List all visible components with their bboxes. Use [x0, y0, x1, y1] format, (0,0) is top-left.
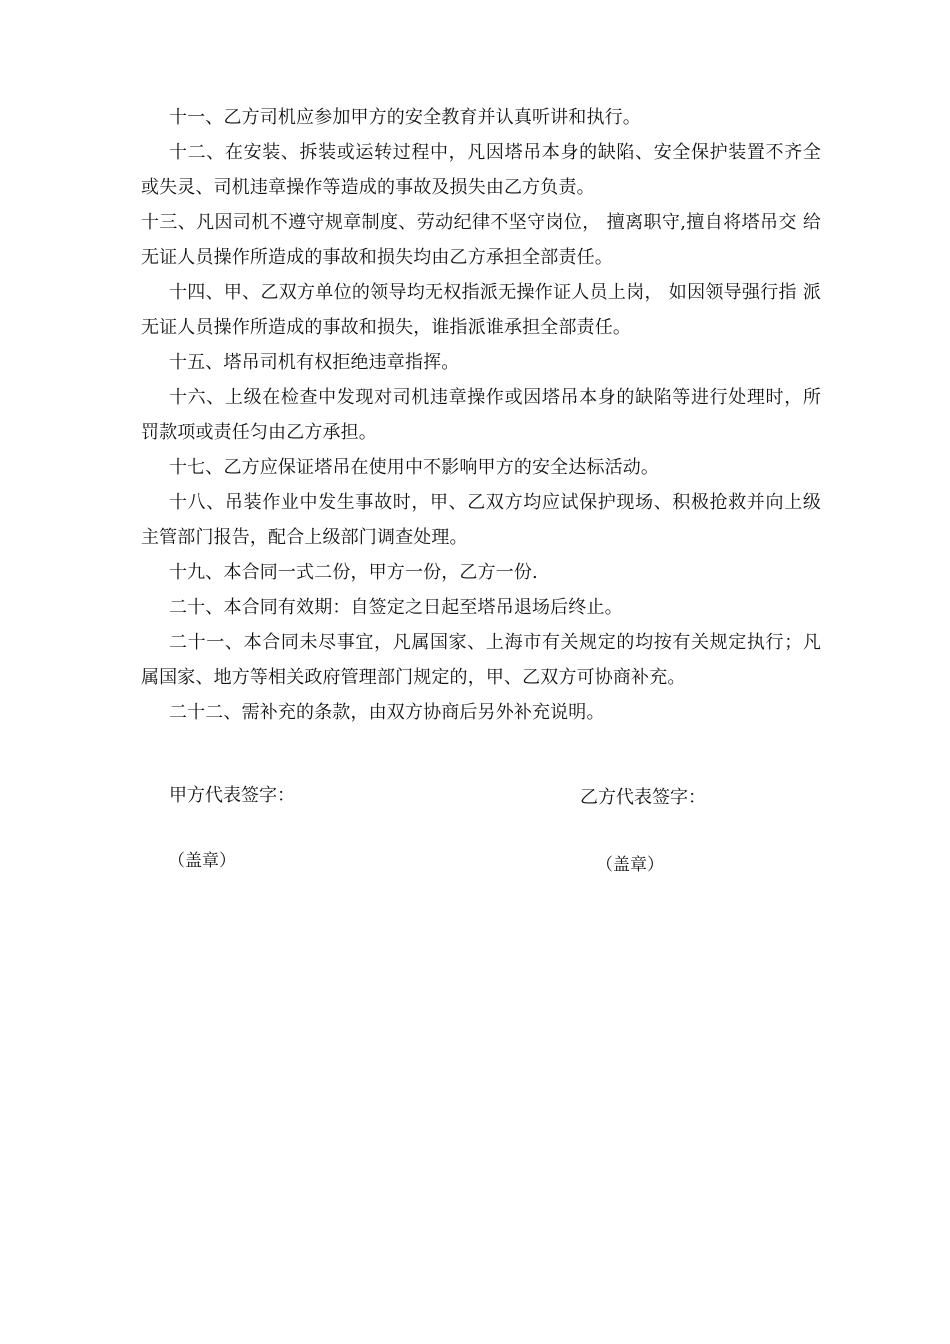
clause-11: 十一、乙方司机应参加甲方的安全教育并认真听讲和执行。 [169, 107, 641, 128]
clause-21: 二十一、本合同未尽事宜，凡属国家、上海市有关规定的均按有关规定执行；凡属国家、地方等相关政府管理部门规定的，甲、乙双方可协商补充。 [141, 632, 821, 688]
party-a-signature-label: 甲方代表签字： [169, 785, 295, 806]
clause-16: 十六、上级在检查中发现对司机违章操作或因塔吊本身的缺陷等进行处理时，所罚款项或责任匀由乙方承担。 [141, 387, 821, 443]
clause-13: 十三、凡因司机不遵守规章制度、劳动纪律不坚守岗位， 擅离职守,擅自将塔吊交 给无证人员操作所造成的事故和损失均由乙方承担全部责任。 [141, 212, 821, 268]
party-a-seal-label: （盖章） [168, 851, 236, 871]
clause-19: 十九、本合同一式二份，甲方一份，乙方一份. [169, 562, 538, 583]
party-b-signature-label: 乙方代表签字： [580, 787, 706, 808]
party-b-seal-label: （盖章） [596, 855, 664, 875]
clause-20: 二十、本合同有效期：自签定之日起至塔吊退场后终止。 [169, 597, 623, 618]
contract-clauses [141, 100, 821, 730]
clause-17: 十七、乙方应保证塔吊在使用中不影响甲方的安全达标活动。 [169, 457, 660, 478]
clause-22: 二十二、需补充的条款，由双方协商后另外补充说明。 [169, 702, 605, 723]
clause-15: 十五、塔吊司机有权拒绝违章指挥。 [169, 352, 460, 373]
clause-18: 十八、吊装作业中发生事故时，甲、乙双方均应试保护现场、积极抢救并向上级主管部门报告，配合上级部门调查处理。 [141, 492, 821, 548]
clause-12: 十二、在安装、拆装或运转过程中，凡因塔吊本身的缺陷、安全保护装置不齐全或失灵、司机违章操作等造成的事故及损失由乙方负责。 [141, 142, 821, 198]
clause-14: 十四、甲、乙双方单位的领导均无权指派无操作证人员上岗， 如因领导强行指 派无证人员操作所造成的事故和损失，谁指派谁承担全部责任。 [141, 282, 821, 338]
